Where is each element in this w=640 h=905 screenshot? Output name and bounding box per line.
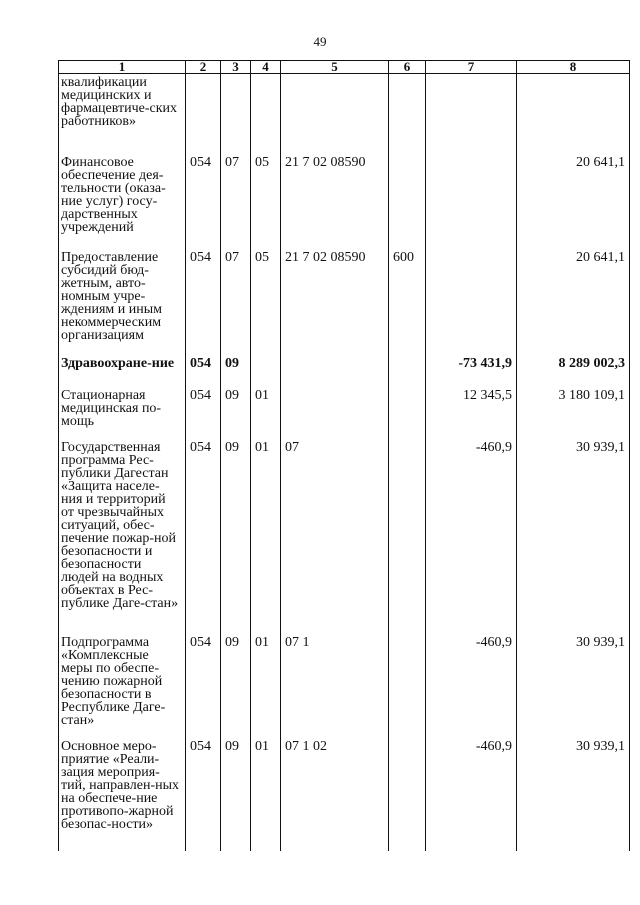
section-cell: 07 bbox=[221, 242, 251, 348]
change-amount-cell bbox=[426, 147, 517, 242]
gov-code-cell bbox=[186, 74, 221, 147]
table-row bbox=[59, 380, 630, 432]
total-amount-cell: 8 289 002,3 bbox=[517, 348, 630, 380]
target-article-cell: 07 1 02 bbox=[281, 731, 389, 851]
column-header: 6 bbox=[389, 61, 426, 74]
column-header: 7 bbox=[426, 61, 517, 74]
gov-code-cell: 054 bbox=[186, 348, 221, 380]
row-name-cell: Стационарная медицинская по-мощь bbox=[59, 380, 186, 432]
column-header: 3 bbox=[221, 61, 251, 74]
table-row bbox=[59, 242, 630, 348]
subsection-cell: 01 bbox=[251, 731, 281, 851]
table-body bbox=[59, 74, 630, 851]
total-amount-cell: 20 641,1 bbox=[517, 147, 630, 242]
section-cell: 09 bbox=[221, 380, 251, 432]
row-name-cell: Основное меро-приятие «Реали-зация мероприя-тий, направлен-ных на обеспече-ние противопо-жарной безопас-ности» bbox=[59, 731, 186, 851]
gov-code-cell: 054 bbox=[186, 147, 221, 242]
expense-type-cell bbox=[389, 147, 426, 242]
page-number: 49 bbox=[313, 34, 327, 49]
row-name-cell: квалификации медицинских и фармацевтиче-ских работников» bbox=[59, 74, 186, 147]
table-row bbox=[59, 627, 630, 731]
total-amount-cell: 3 180 109,1 bbox=[517, 380, 630, 432]
expense-type-cell bbox=[389, 348, 426, 380]
expense-type-cell bbox=[389, 74, 426, 147]
row-name-cell: Предоставление субсидий бюд-жетным, авто-номным учре-ждениям и иным некоммерческим организациям bbox=[59, 242, 186, 348]
section-cell bbox=[221, 74, 251, 147]
change-amount-cell: -460,9 bbox=[426, 627, 517, 731]
section-cell: 09 bbox=[221, 348, 251, 380]
total-amount-cell bbox=[517, 74, 630, 147]
change-amount-cell: -73 431,9 bbox=[426, 348, 517, 380]
change-amount-cell bbox=[426, 74, 517, 147]
gov-code-cell: 054 bbox=[186, 380, 221, 432]
target-article-cell: 21 7 02 08590 bbox=[281, 242, 389, 348]
subsection-cell: 01 bbox=[251, 627, 281, 731]
target-article-cell bbox=[281, 74, 389, 147]
change-amount-cell: -460,9 bbox=[426, 432, 517, 627]
section-cell: 07 bbox=[221, 147, 251, 242]
target-article-cell: 07 1 bbox=[281, 627, 389, 731]
gov-code-cell: 054 bbox=[186, 432, 221, 627]
total-amount-cell: 20 641,1 bbox=[517, 242, 630, 348]
subsection-cell: 01 bbox=[251, 380, 281, 432]
budget-table bbox=[58, 60, 630, 851]
target-article-cell bbox=[281, 380, 389, 432]
table-header-row bbox=[59, 61, 630, 74]
total-amount-cell: 30 939,1 bbox=[517, 432, 630, 627]
subsection-cell bbox=[251, 348, 281, 380]
column-header: 8 bbox=[517, 61, 630, 74]
gov-code-cell: 054 bbox=[186, 627, 221, 731]
section-cell: 09 bbox=[221, 627, 251, 731]
gov-code-cell: 054 bbox=[186, 242, 221, 348]
column-header: 4 bbox=[251, 61, 281, 74]
row-name-cell: Подпрограмма «Комплексные меры по обеспе-чению пожарной безопасности в Республике Даге-стан» bbox=[59, 627, 186, 731]
table-row bbox=[59, 147, 630, 242]
column-header: 1 bbox=[59, 61, 186, 74]
total-amount-cell: 30 939,1 bbox=[517, 627, 630, 731]
target-article-cell: 07 bbox=[281, 432, 389, 627]
subsection-cell bbox=[251, 74, 281, 147]
subsection-cell: 01 bbox=[251, 432, 281, 627]
table-row bbox=[59, 348, 630, 380]
row-name-cell: Государственная программа Рес-публики Дагестан «Защита населе-ния и территорий от чрезвычайных ситуаций, обес-печение пожар-ной безопасности и безопасности людей на водных объектах в Рес-публике Даге-стан» bbox=[59, 432, 186, 627]
table-row bbox=[59, 731, 630, 851]
change-amount-cell bbox=[426, 242, 517, 348]
expense-type-cell bbox=[389, 432, 426, 627]
table-row bbox=[59, 74, 630, 147]
total-amount-cell: 30 939,1 bbox=[517, 731, 630, 851]
gov-code-cell: 054 bbox=[186, 731, 221, 851]
section-cell: 09 bbox=[221, 432, 251, 627]
table-row bbox=[59, 432, 630, 627]
section-cell: 09 bbox=[221, 731, 251, 851]
change-amount-cell: 12 345,5 bbox=[426, 380, 517, 432]
expense-type-cell bbox=[389, 731, 426, 851]
target-article-cell bbox=[281, 348, 389, 380]
subsection-cell: 05 bbox=[251, 242, 281, 348]
row-name-cell: Здравоохране-ние bbox=[59, 348, 186, 380]
target-article-cell: 21 7 02 08590 bbox=[281, 147, 389, 242]
subsection-cell: 05 bbox=[251, 147, 281, 242]
expense-type-cell: 600 bbox=[389, 242, 426, 348]
change-amount-cell: -460,9 bbox=[426, 731, 517, 851]
row-name-cell: Финансовое обеспечение дея-тельности (оказа-ние услуг) госу-дарственных учреждений bbox=[59, 147, 186, 242]
column-header: 2 bbox=[186, 61, 221, 74]
column-header: 5 bbox=[281, 61, 389, 74]
expense-type-cell bbox=[389, 380, 426, 432]
expense-type-cell bbox=[389, 627, 426, 731]
